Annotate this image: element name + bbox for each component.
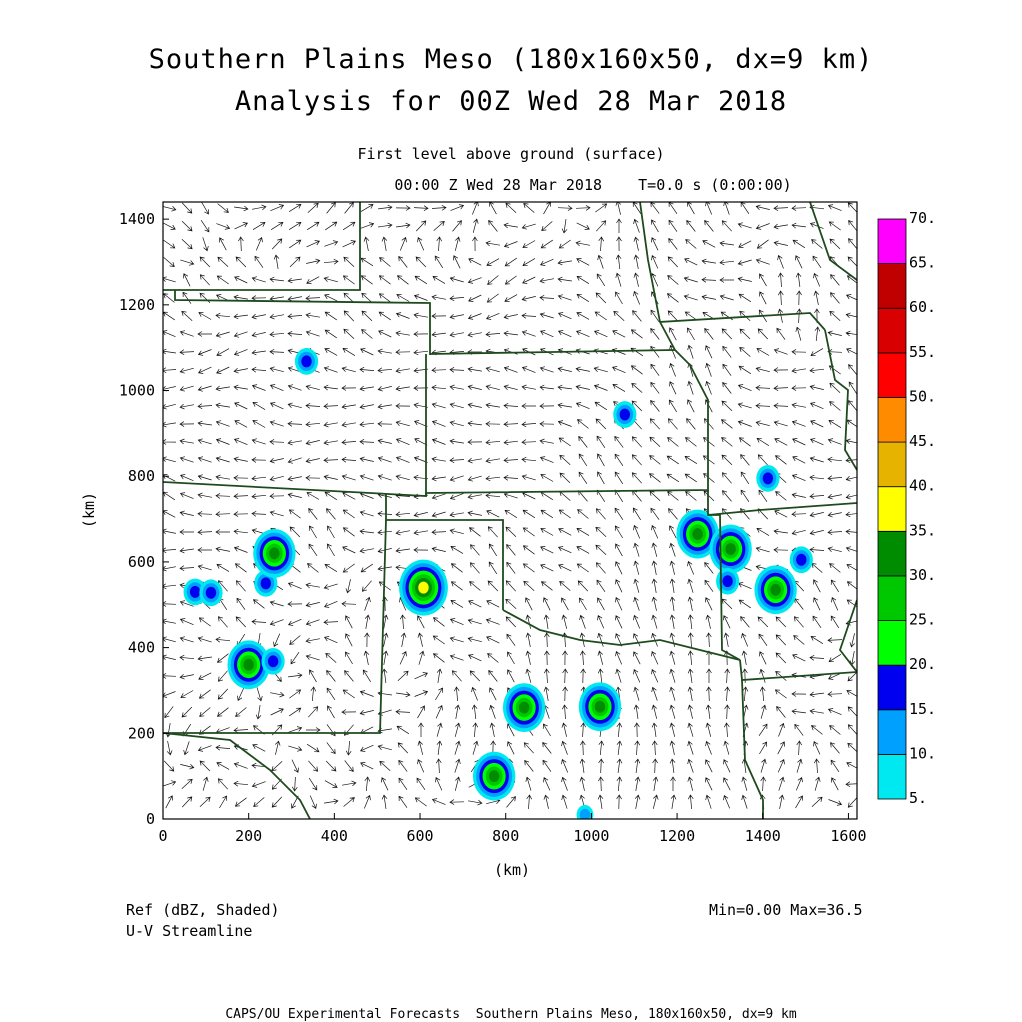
x-tick-label: 400 xyxy=(320,827,348,845)
reflectivity-contour xyxy=(763,472,773,484)
reflectivity-cell xyxy=(199,579,222,606)
y-axis-label: (km) xyxy=(80,491,98,529)
y-tick-label: 400 xyxy=(127,638,155,657)
colorbar-segment xyxy=(878,665,906,710)
colorbar-label: 60. xyxy=(909,298,937,317)
colorbar-segment xyxy=(878,576,906,621)
colorbar-label: 50. xyxy=(909,387,937,406)
reflectivity-contour xyxy=(692,528,702,540)
reflectivity-contour xyxy=(206,587,216,599)
colorbar-label: 45. xyxy=(909,432,937,451)
colorbar-label: 10. xyxy=(909,744,937,763)
title-line-2: Analysis for 00Z Wed 28 Mar 2018 xyxy=(234,86,788,117)
colorbar-segment xyxy=(878,531,906,576)
reflectivity-cell xyxy=(579,682,621,731)
colorbar-label: 5. xyxy=(909,789,928,807)
reflectivity-contour xyxy=(722,575,732,587)
y-tick-label: 1000 xyxy=(118,381,155,400)
colorbar-segment xyxy=(878,710,906,755)
reflectivity-cell xyxy=(790,546,813,573)
colorbar-label: 15. xyxy=(909,699,937,718)
colorbar-segment xyxy=(878,487,906,532)
y-tick-label: 600 xyxy=(127,552,155,571)
shaded-field-label: Ref (dBZ, Shaded) xyxy=(126,901,280,919)
y-tick-label: 1400 xyxy=(118,210,155,229)
y-tick-label: 1200 xyxy=(118,295,155,314)
reflectivity-cell xyxy=(261,648,284,675)
colorbar-label: 30. xyxy=(909,565,937,584)
reflectivity-contour xyxy=(489,770,499,782)
reflectivity-cell xyxy=(754,565,796,614)
colorbar-segment xyxy=(878,308,906,353)
reflectivity-cell xyxy=(399,560,448,616)
y-tick-label: 200 xyxy=(127,724,155,743)
reflectivity-contour xyxy=(519,702,529,714)
reflectivity-contour xyxy=(725,543,735,555)
reflectivity-contour xyxy=(770,584,780,596)
reflectivity-contour xyxy=(595,701,605,713)
level-label: First level above ground (surface) xyxy=(357,145,665,163)
colorbar-label: 65. xyxy=(909,253,937,272)
colorbar-segment xyxy=(878,353,906,398)
reflectivity-contour xyxy=(301,355,311,367)
colorbar-segment xyxy=(878,621,906,666)
colorbar-label: 55. xyxy=(909,342,937,361)
colorbar-label: 70. xyxy=(909,209,937,227)
colorbar-label: 35. xyxy=(909,521,937,540)
title-line-1: Southern Plains Meso (180x160x50, dx=9 km) xyxy=(148,44,874,75)
reflectivity-cell xyxy=(756,465,779,492)
x-tick-label: 1200 xyxy=(659,827,696,845)
reflectivity-contour xyxy=(261,577,271,589)
colorbar-label: 20. xyxy=(909,655,937,674)
reflectivity-contour xyxy=(190,586,200,598)
colorbar-segment xyxy=(878,219,906,264)
reflectivity-cell xyxy=(473,752,515,801)
footer-credit: CAPS/OU Experimental Forecasts Southern Plains Meso, 180x160x50, dx=9 km xyxy=(225,1007,797,1022)
reflectivity-cell xyxy=(716,568,739,595)
colorbar-label: 40. xyxy=(909,476,937,495)
y-axis xyxy=(119,210,169,828)
x-tick-label: 600 xyxy=(406,827,434,845)
contour-field-label: U-V Streamline xyxy=(126,922,253,940)
reflectivity-contour xyxy=(796,554,806,566)
reflectivity-cell xyxy=(577,805,594,824)
reflectivity-cell xyxy=(709,525,751,574)
x-tick-label: 1600 xyxy=(830,827,867,845)
colorbar xyxy=(878,209,936,807)
colorbar-segment xyxy=(878,442,906,487)
reflectivity-contour xyxy=(243,659,253,671)
colorbar-segment xyxy=(878,264,906,309)
x-tick-label: 1000 xyxy=(573,827,610,845)
reflectivity-cell xyxy=(253,529,295,578)
x-tick-label: 800 xyxy=(492,827,520,845)
y-tick-label: 800 xyxy=(127,467,155,486)
reflectivity-contour xyxy=(268,655,278,667)
y-tick-label: 0 xyxy=(145,810,155,828)
colorbar-label: 25. xyxy=(909,610,937,629)
valid-time-label: 00:00 Z Wed 28 Mar 2018 T=0.0 s (0:00:00) xyxy=(394,176,792,194)
x-tick-label: 0 xyxy=(158,827,168,845)
colorbar-segment xyxy=(878,754,906,799)
reflectivity-contour xyxy=(620,409,630,421)
reflectivity-cell xyxy=(613,401,636,428)
colorbar-segment xyxy=(878,397,906,442)
reflectivity-cell xyxy=(295,348,318,375)
reflectivity-cell xyxy=(503,683,545,732)
x-tick-label: 200 xyxy=(235,827,263,845)
reflectivity-contour xyxy=(418,582,428,594)
x-tick-label: 1400 xyxy=(744,827,781,845)
x-axis-label: (km) xyxy=(493,861,531,879)
min-max-label: Min=0.00 Max=36.5 xyxy=(709,901,863,919)
reflectivity-contour xyxy=(269,547,279,559)
